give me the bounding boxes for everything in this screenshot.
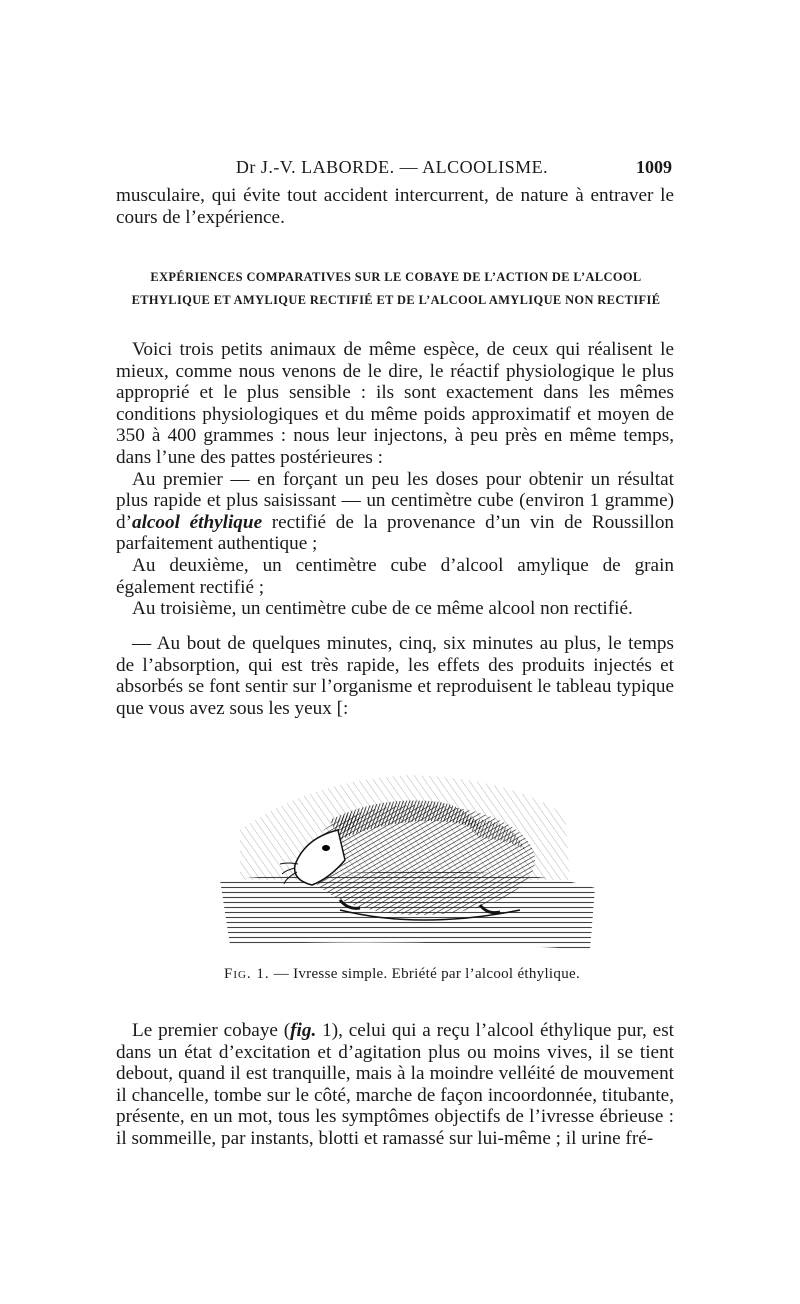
paragraph-6-before: Le premier cobaye (	[132, 1020, 291, 1041]
paragraph-1: Voici trois petits animaux de même espèce, de ceux qui réalisent le mieux, comme nous venons de le dire, le réactif physiologique le plus approprié et le plus sensible : ils sont exactement dans les mêmes conditions physiologiques et du même poids approximatif et moyen de 350 à 400 grammes : nous leur injectons, à peu près en même temps, dans l’une des pattes postérieures :	[116, 339, 674, 468]
body-block-1	[116, 339, 674, 620]
section-heading-line-1: EXPÉRIENCES COMPARATIVES SUR LE COBAYE DE L’ACTION DE L’ALCOOL	[150, 270, 642, 284]
figure-caption-text: — Ivresse simple. Ebriété par l’alcool éthylique.	[269, 966, 581, 982]
paragraph-2-after: rectifié de la provenance d’un vin de Roussillon parfaitement authentique ;	[116, 511, 675, 555]
paragraph-2-before: Au premier — en forçant un peu les doses pour obtenir un résultat plus rapide et plus saisissant — un centimètre cube (environ 1 gramme) d’	[116, 468, 674, 533]
figure-reference: fig.	[290, 1020, 317, 1041]
guinea-pig-engraving	[220, 760, 600, 955]
figure-label: Fig. 1.	[223, 966, 270, 982]
running-title: Dr J.-V. LABORDE. — ALCOOLISME.	[235, 157, 549, 177]
paragraph-3: Au deuxième, un centimètre cube d’alcool amylique de grain également rectifié ;	[116, 554, 674, 598]
continuation-text	[116, 185, 674, 228]
paragraph-4: Au troisième, un centimètre cube de ce même alcool non rectifié.	[132, 598, 633, 620]
section-heading-line-2: ETHYLIQUE ET AMYLIQUE RECTIFIÉ ET DE L’ALCOOL AMYLIQUE NON RECTIFIÉ	[131, 293, 661, 307]
paragraph-6-after: 1), celui qui a reçu l’alcool éthylique pur, est dans un état d’excitation et d’agitation plus ou moins vives, il se tient debout, quand il est tranquille, mais à la moindre velléité de mouvement il chancelle, tombe sur le côté, marche de façon incoordonnée, titubante, présente, en un mot, tous les symptômes objectifs de l’ivresse ébrieuse : il sommeille, par instants, blotti et ramassé sur lui-même ; il urine fré-	[116, 1020, 674, 1149]
paragraph-2-emphasis: alcool éthylique	[131, 511, 263, 533]
paragraph-6	[116, 1020, 674, 1150]
paragraph-5: — Au bout de quelques minutes, cinq, six minutes au plus, le temps de l’absorption, qui est très rapide, les effets des produits injectés et absorbés se font sentir sur l’organisme et reproduisent le tableau typique que vous avez sous les yeux [:	[116, 633, 674, 719]
body-block-2	[116, 633, 674, 719]
figure-caption	[112, 966, 692, 983]
page-number: 1009	[636, 157, 672, 177]
continuation-paragraph: musculaire, qui évite tout accident intercurrent, de nature à entraver le cours de l’expérience.	[116, 185, 674, 228]
running-header	[112, 157, 672, 181]
guinea-pig-illustration	[220, 760, 600, 955]
paragraph-2	[116, 469, 674, 555]
section-heading	[116, 266, 676, 312]
body-block-3	[116, 1020, 674, 1150]
